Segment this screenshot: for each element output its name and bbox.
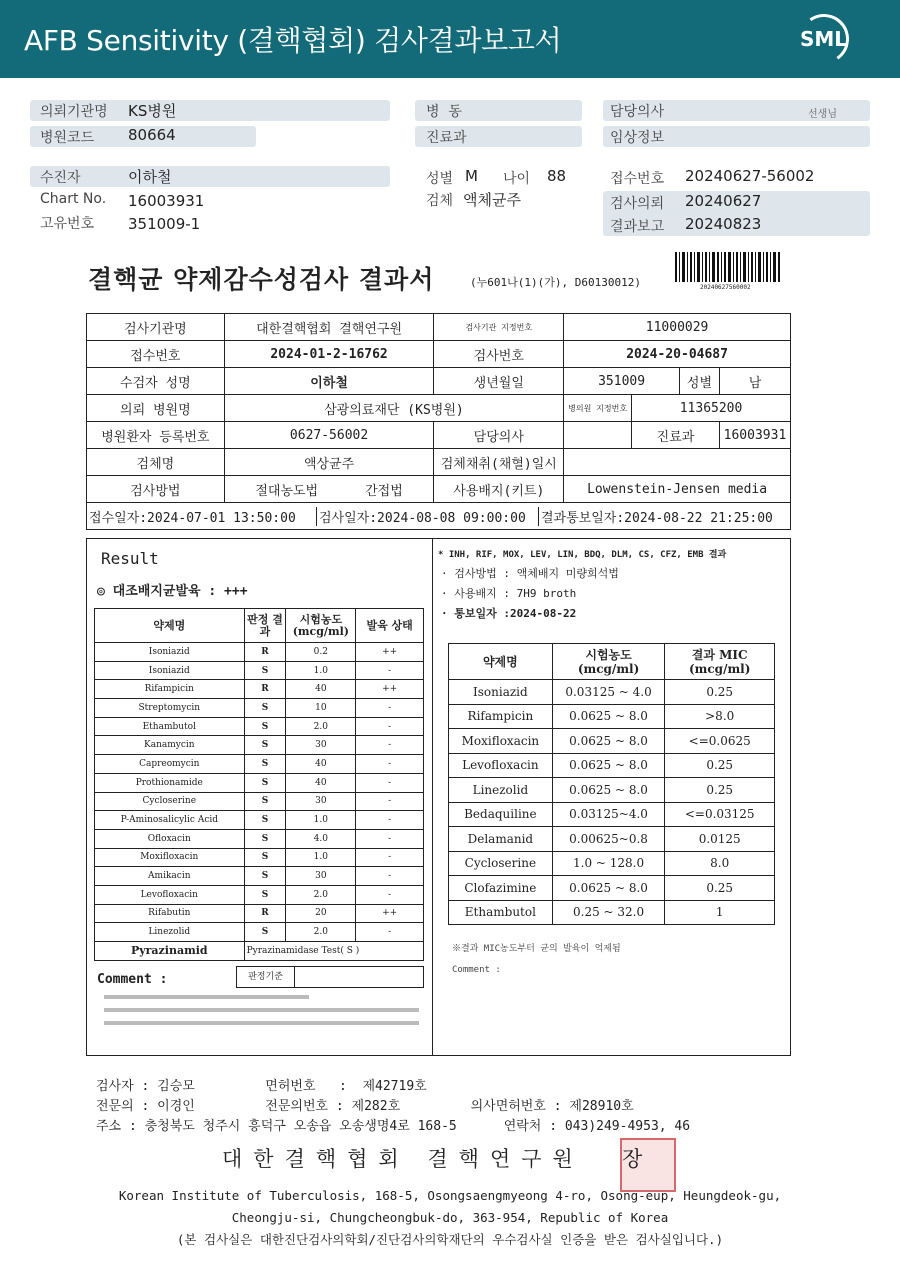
table-row: Ethambutol S 2.0 - xyxy=(95,717,424,736)
req-org-label: 의뢰기관명 xyxy=(40,104,108,120)
table-row: Amikacin S 30 - xyxy=(95,867,424,886)
address-en-1: Korean Institute of Tuberculosis, 168-5, Osongsaengmyeong 4-ro, Osong-eup, Heungdeok-gu, xyxy=(118,1188,782,1203)
table-row: Pyrazinamid Pyrazinamidase Test( S ) xyxy=(95,942,424,961)
table-row: Capreomycin S 40 - xyxy=(95,755,424,774)
table-row: 의뢰 병원명 삼광의료재단 (KS병원) 병의원 지정번호 11365200 xyxy=(87,395,791,422)
mic-footnote: ※결과 MIC농도부터 균의 발육이 억제됨 xyxy=(452,944,621,954)
table-row: Delamanid 0.00625~0.8 0.0125 xyxy=(449,827,775,852)
table-row: Streptomycin S 10 - xyxy=(95,699,424,718)
patient-name: 이하철 xyxy=(128,168,172,186)
table-row: Isoniazid R 0.2 ++ xyxy=(95,643,424,662)
table-row: Prothionamide S 40 - xyxy=(95,773,424,792)
recv-label: 접수번호 xyxy=(610,171,665,187)
patient-label: 수진자 xyxy=(40,170,81,186)
table-row: Kanamycin S 30 - xyxy=(95,736,424,755)
mic-method: · 검사방법 : 액체배지 미량희석법 xyxy=(441,567,619,580)
doc-subtitle: (누601나(1)(가), D60130012) xyxy=(470,276,641,289)
chart-label: Chart No. xyxy=(40,191,107,207)
table-row: Bedaquiline 0.03125~4.0 <=0.03125 xyxy=(449,802,775,827)
table-header: 약제명 시험농도 (mcg/ml) 결과 MIC (mcg/ml) xyxy=(449,644,775,680)
sex-label: 성별 xyxy=(426,171,454,187)
clinical-label: 임상정보 xyxy=(610,130,665,146)
doctor-suffix: 선생님 xyxy=(808,109,837,120)
hosp-code-label: 병원코드 xyxy=(40,130,95,146)
table-row: 병원환자 등록번호 0627-56002 담당의사 진료과 16003931 xyxy=(87,422,791,449)
table-header: 약제명 판정 결과 시험농도 (mcg/ml) 발육 상태 xyxy=(95,609,424,643)
uid-label: 고유번호 xyxy=(40,216,95,232)
footer-specialist: 전문의 : 이경인 전문의번호 : 제282호 의사면허번호 : 제28910호 xyxy=(96,1099,634,1114)
criteria-box: 판정기준 xyxy=(236,966,424,988)
table-row: 수검자 성명 이하철 생년월일 351009 성별 남 xyxy=(87,368,791,395)
solid-result-table xyxy=(94,608,424,961)
patient-row xyxy=(30,166,390,187)
table-row: Rifampicin R 40 ++ xyxy=(95,680,424,699)
table-row: Isoniazid S 1.0 - xyxy=(95,661,424,680)
table-row: P-Aminosalicylic Acid S 1.0 - xyxy=(95,811,424,830)
table-row: 접수번호 2024-01-2-16762 검사번호 2024-20-04687 xyxy=(87,341,791,368)
report-title: AFB Sensitivity (결핵협회) 검사결과보고서 xyxy=(24,24,562,57)
sex-value: M xyxy=(465,167,478,185)
org-name: 대한결핵협회 결핵연구원 xyxy=(222,1147,584,1171)
table-row: Moxifloxacin S 1.0 - xyxy=(95,848,424,867)
req-date-label: 검사의뢰 xyxy=(610,196,665,212)
req-date: 20240627 xyxy=(685,192,762,210)
sml-logo: SML xyxy=(795,14,853,64)
table-row: Linezolid S 2.0 - xyxy=(95,923,424,942)
table-row: Ofloxacin S 4.0 - xyxy=(95,829,424,848)
age-value: 88 xyxy=(547,167,567,185)
specimen-label: 검체 xyxy=(426,193,454,209)
table-row: Levofloxacin S 2.0 - xyxy=(95,885,424,904)
control-growth: ◎ 대조배지균발육 : +++ xyxy=(97,584,248,599)
info-table xyxy=(86,313,791,530)
seal-char: 장 xyxy=(622,1147,643,1171)
table-row: Linezolid 0.0625 ~ 8.0 0.25 xyxy=(449,778,775,803)
specimen-value: 액체균주 xyxy=(463,191,521,209)
table-row: Cycloserine 1.0 ~ 128.0 8.0 xyxy=(449,851,775,876)
dept-label: 진료과 xyxy=(426,130,467,146)
table-row: 검체명 액상균주 검체채취(채혈)일시 xyxy=(87,449,791,476)
footer-examiner: 검사자 : 김승모 면허번호 : 제42719호 xyxy=(96,1079,427,1094)
result-title: Result xyxy=(101,549,159,568)
table-row: Ethambutol 0.25 ~ 32.0 1 xyxy=(449,900,775,925)
recv-no: 20240627-56002 xyxy=(685,167,815,185)
doc-title: 결핵균 약제감수성검사 결과서 xyxy=(88,265,435,294)
table-row: Rifampicin 0.0625 ~ 8.0 >8.0 xyxy=(449,704,775,729)
uid-value: 351009-1 xyxy=(128,215,201,233)
ward-label: 병 동 xyxy=(426,104,462,120)
doctor-label: 담당의사 xyxy=(610,104,665,120)
table-row: 검사방법 절대농도법 간접법 사용배지(키트) Lowenstein-Jensen media xyxy=(87,476,791,503)
table-row: Clofazimine 0.0625 ~ 8.0 0.25 xyxy=(449,876,775,901)
report-header xyxy=(0,0,900,78)
mic-result-table xyxy=(448,643,775,925)
table-row: Levofloxacin 0.0625 ~ 8.0 0.25 xyxy=(449,753,775,778)
table-row: 접수일자:2024-07-01 13:50:00 검사일자:2024-08-08 09:00:00 결과통보일자:2024-08-22 21:25:00 xyxy=(87,503,791,530)
certification-note: (본 검사실은 대한진단검사의학회/진단검사의학재단의 우수검사실 인증을 받은 검사실입니다.) xyxy=(176,1232,724,1247)
barcode-text: 20240627560002 xyxy=(700,284,751,291)
hosp-code-value: 80664 xyxy=(128,126,176,144)
mic-media: · 사용배지 : 7H9 broth xyxy=(441,587,577,600)
table-row: 검사기관명 대한결핵협회 결핵연구원 검사기관 지정번호 11000029 xyxy=(87,314,791,341)
mic-comment-label: Comment : xyxy=(452,965,501,975)
comment-label: Comment : xyxy=(97,972,168,987)
table-row: Isoniazid 0.03125 ~ 4.0 0.25 xyxy=(449,680,775,705)
req-org-value: KS병원 xyxy=(128,102,177,120)
address-en-2: Cheongju-si, Chungcheongbuk-do, 363-954, Republic of Korea xyxy=(231,1210,669,1225)
mic-notify: · 통보일자 :2024-08-22 xyxy=(441,607,577,620)
table-row: Moxifloxacin 0.0625 ~ 8.0 <=0.0625 xyxy=(449,729,775,754)
report-label: 결과보고 xyxy=(610,219,665,235)
mic-drug-note: * INH, RIF, MOX, LEV, LIN, BDQ, DLM, CS, CFZ, EMB 결과 xyxy=(438,550,727,560)
barcode-icon xyxy=(675,252,780,282)
report-date: 20240823 xyxy=(685,215,762,233)
chart-no: 16003931 xyxy=(128,192,205,210)
age-label: 나이 xyxy=(503,171,531,187)
table-row: Cycloserine S 30 - xyxy=(95,792,424,811)
table-row: Rifabutin R 20 ++ xyxy=(95,904,424,923)
footer-address: 주소 : 충청북도 청주시 흥덕구 오송읍 오송생명4로 168-5 연락처 : 043)249-4953, 46 xyxy=(96,1119,691,1134)
